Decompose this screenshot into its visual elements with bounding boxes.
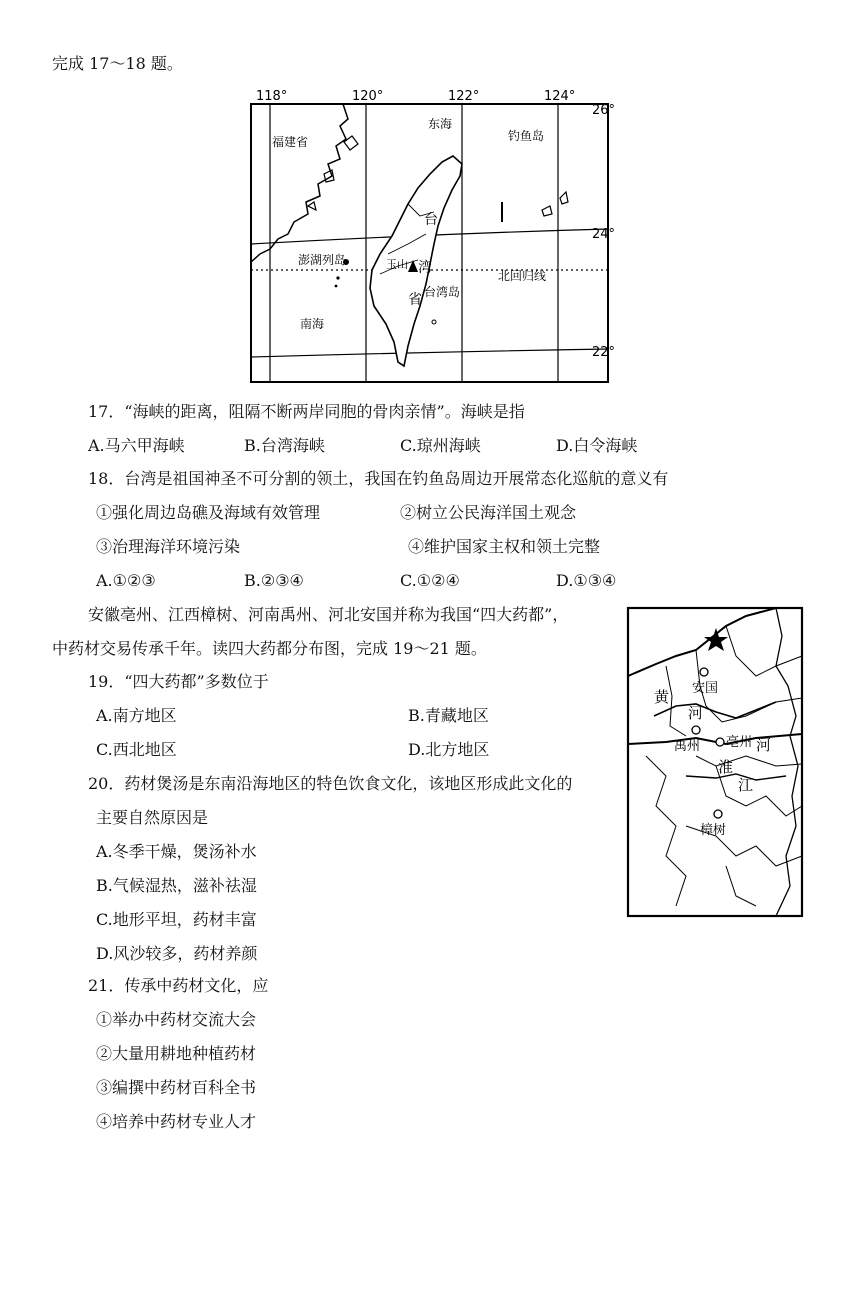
sheng-char-label: 省	[408, 292, 422, 308]
lon-label-120: 120°	[352, 89, 384, 104]
q18-stem: 18．台湾是祖国神圣不可分割的领土，我国在钓鱼岛周边开展常态化巡航的意义有	[88, 469, 669, 488]
q17-option-b[interactable]: B.台湾海峡	[244, 436, 325, 455]
lon-label-122: 122°	[448, 89, 480, 104]
passage-line-1: 安徽亳州、江西樟树、河南禹州、河北安国并称为我国“四大药都”，	[88, 605, 569, 624]
anguo-marker	[700, 668, 708, 676]
taiwan-dao-label: 台湾岛	[424, 285, 461, 299]
bozhou-label: 亳州	[726, 735, 753, 750]
lanyu-island	[432, 320, 436, 324]
q21-item-2: ②大量用耕地种植药材	[96, 1044, 257, 1063]
q21-stem: 21．传承中药材文化，应	[88, 976, 269, 995]
q20-option-a[interactable]: A.冬季干燥，煲汤补水	[96, 842, 257, 861]
q17-option-c[interactable]: C.琼州海峡	[400, 436, 481, 455]
tai-char-label: 台	[424, 212, 438, 228]
q20-stem-line-1: 20．药材煲汤是东南沿海地区的特色饮食文化，该地区形成此文化的	[88, 774, 573, 793]
q20-option-b[interactable]: B.气候湿热，滋补祛湿	[96, 876, 257, 895]
bozhou-marker	[716, 738, 724, 746]
jiang-char-label: 江	[738, 776, 754, 794]
wan-char-label: 湾	[418, 260, 432, 276]
yushan-label: 玉山	[386, 258, 408, 271]
qinling-huaihe-line	[628, 734, 802, 744]
q21-item-1: ①举办中药材交流大会	[96, 1010, 257, 1029]
he-char-label-1: 河	[688, 704, 704, 722]
lat-label-24: 24°	[592, 227, 616, 242]
yuzhou-marker	[692, 726, 700, 734]
q19-option-b[interactable]: B.青藏地区	[408, 706, 489, 725]
parallel-22	[251, 349, 608, 357]
province-lines-north	[666, 626, 802, 736]
huang-char-label: 黄	[654, 688, 670, 706]
q18-option-a[interactable]: A.①②③	[96, 571, 156, 590]
coastal-islands	[308, 136, 358, 210]
q18-item-3: ③治理海洋环境污染	[96, 537, 241, 556]
he-char-label-2: 河	[756, 736, 772, 754]
diaoyudao-label: 钓鱼岛	[508, 129, 545, 143]
lon-label-118: 118°	[256, 89, 288, 104]
lat-label-22: 22°	[592, 345, 616, 360]
yangtze-line	[686, 774, 786, 780]
q18-option-d[interactable]: D.①③④	[556, 571, 617, 590]
q19-option-a[interactable]: A.南方地区	[96, 706, 177, 725]
q18-option-c[interactable]: C.①②④	[400, 571, 460, 590]
q19-option-c[interactable]: C.西北地区	[96, 740, 177, 759]
medicine-map-figure	[626, 606, 804, 918]
q20-stem-line-2: 主要自然原因是	[96, 808, 209, 827]
lat-label-26: 26°	[592, 103, 616, 118]
nanhai-label: 南海	[300, 317, 325, 331]
intro-text: 完成 17～18 题。	[52, 54, 183, 73]
east-coastline	[776, 608, 798, 916]
medicine-capitals-map	[626, 606, 804, 918]
q18-item-2: ②树立公民海洋国土观念	[400, 503, 577, 522]
q18-item-4: ④维护国家主权和领土完整	[408, 537, 601, 556]
taiwan-map	[248, 84, 620, 386]
q21-item-3: ③编撰中药材百科全书	[96, 1078, 257, 1097]
q19-option-d[interactable]: D.北方地区	[408, 740, 490, 759]
zhangshu-label: 樟树	[700, 823, 727, 838]
beijing-star-icon	[704, 628, 728, 651]
huai-char-label: 淮	[718, 758, 734, 776]
q17-stem: 17．“海峡的距离，阻隔不断两岸同胞的骨肉亲情”。海峡是指	[88, 402, 525, 421]
q20-option-c[interactable]: C.地形平坦，药材丰富	[96, 910, 257, 929]
lon-label-124: 124°	[544, 89, 576, 104]
q17-option-d[interactable]: D.白令海峡	[556, 436, 638, 455]
map2-frame	[628, 608, 802, 916]
q21-item-4: ④培养中药材专业人才	[96, 1112, 257, 1131]
q18-option-b[interactable]: B.②③④	[244, 571, 304, 590]
great-wall-boundary	[628, 608, 776, 676]
tropic-label: 北回归线	[498, 269, 547, 283]
yuzhou-label: 禹州	[674, 739, 701, 754]
diaoyudao-island	[542, 206, 552, 216]
q19-stem: 19．“四大药都”多数位于	[88, 672, 269, 691]
passage-line-2: 中药材交易传承千年。读四大药都分布图，完成 19～21 题。	[52, 639, 487, 658]
donghai-label: 东海	[428, 117, 453, 131]
fujian-coastline	[251, 104, 348, 262]
q20-option-d[interactable]: D.风沙较多，药材养颜	[96, 944, 258, 963]
penghu-label: 澎湖列岛	[298, 253, 347, 267]
q18-item-1: ①强化周边岛礁及海域有效管理	[96, 503, 321, 522]
taiwan-map-figure	[248, 84, 620, 386]
zhangshu-marker	[714, 810, 722, 818]
anguo-label: 安国	[692, 681, 719, 696]
q17-option-a[interactable]: A.马六甲海峡	[88, 436, 185, 455]
fujian-label: 福建省	[272, 135, 309, 149]
